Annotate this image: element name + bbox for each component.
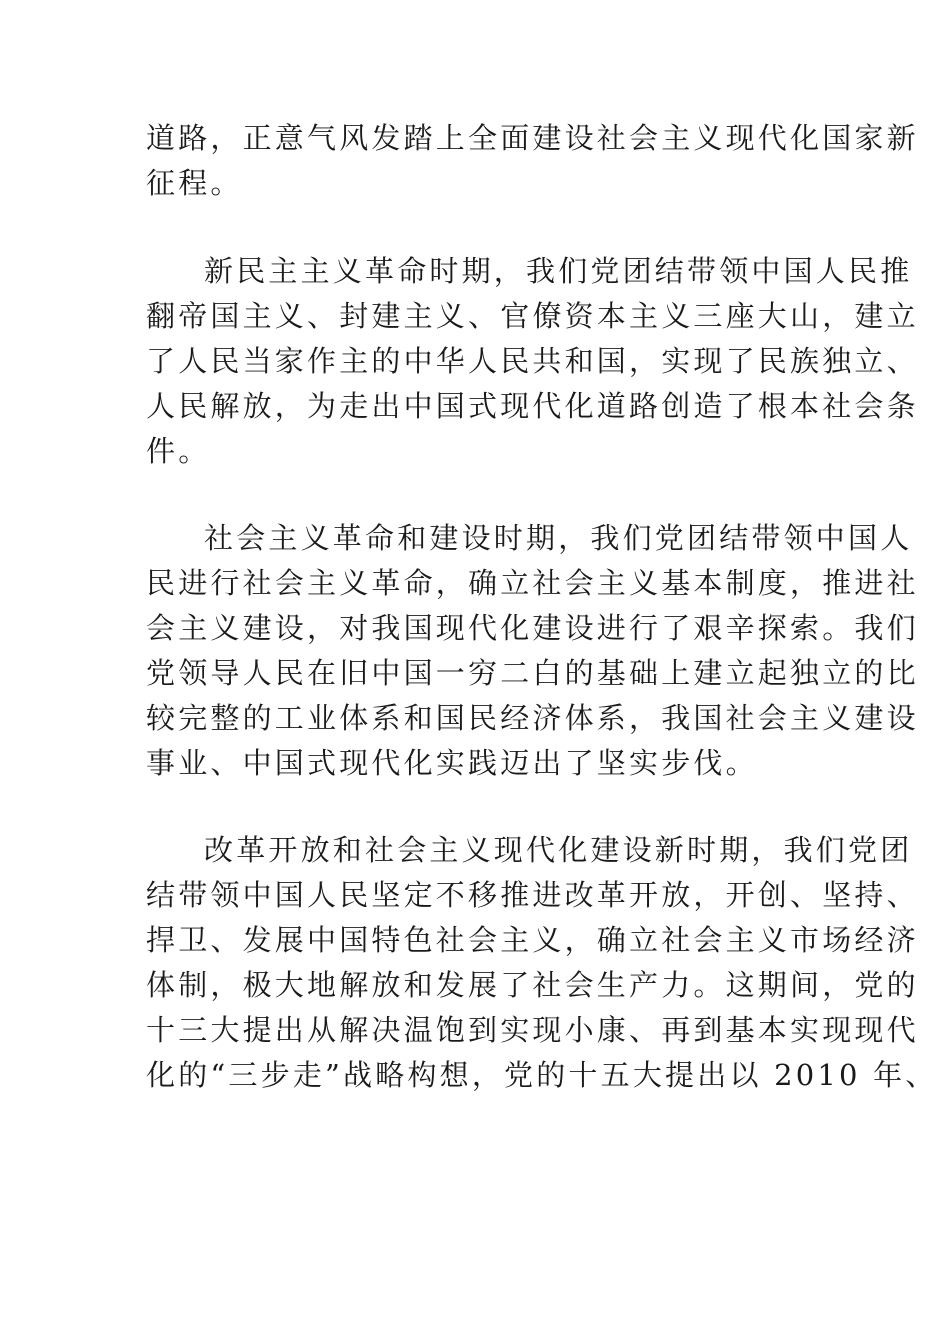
paragraph-3-line-2: 民进行社会主义革命，确立社会主义基本制度，推进社 xyxy=(146,566,919,600)
paragraph-2-line-4: 人民解放，为走出中国式现代化道路创造了根本社会条 xyxy=(146,389,919,423)
paragraph-4-line-1: 改革开放和社会主义现代化建设新时期，我们党团 xyxy=(204,833,913,867)
paragraph-2-line-5: 件。 xyxy=(146,434,211,468)
paragraph-4-line-3: 捍卫、发展中国特色社会主义，确立社会主义市场经济 xyxy=(146,923,919,957)
paragraph-2-line-2: 翻帝国主义、封建主义、官僚资本主义三座大山，建立 xyxy=(146,299,919,333)
paragraph-3-line-6: 事业、中国式现代化实践迈出了坚实步伐。 xyxy=(146,746,758,780)
paragraph-4-line-6: 化的“三步走”战略构想，党的十五大提出以 2010 年、 xyxy=(146,1058,938,1092)
paragraph-1-line-1: 道路，正意气风发踏上全面建设社会主义现代化国家新 xyxy=(146,121,919,155)
paragraph-3-line-3: 会主义建设，对我国现代化建设进行了艰辛探索。我们 xyxy=(146,611,919,645)
paragraph-4-line-4: 体制，极大地解放和发展了社会生产力。这期间，党的 xyxy=(146,968,919,1002)
paragraph-1-line-2: 征程。 xyxy=(146,166,243,200)
paragraph-4-line-5: 十三大提出从解决温饱到实现小康、再到基本实现现代 xyxy=(146,1013,919,1047)
paragraph-2-line-1: 新民主主义革命时期，我们党团结带领中国人民推 xyxy=(204,254,913,288)
paragraph-4-line-2: 结带领中国人民坚定不移推进改革开放，开创、坚持、 xyxy=(146,878,919,912)
paragraph-3-line-1: 社会主义革命和建设时期，我们党团结带领中国人 xyxy=(204,521,913,555)
paragraph-2-line-3: 了人民当家作主的中华人民共和国，实现了民族独立、 xyxy=(146,344,919,378)
paragraph-3-line-5: 较完整的工业体系和国民经济体系，我国社会主义建设 xyxy=(146,701,919,735)
paragraph-3-line-4: 党领导人民在旧中国一穷二白的基础上建立起独立的比 xyxy=(146,656,919,690)
